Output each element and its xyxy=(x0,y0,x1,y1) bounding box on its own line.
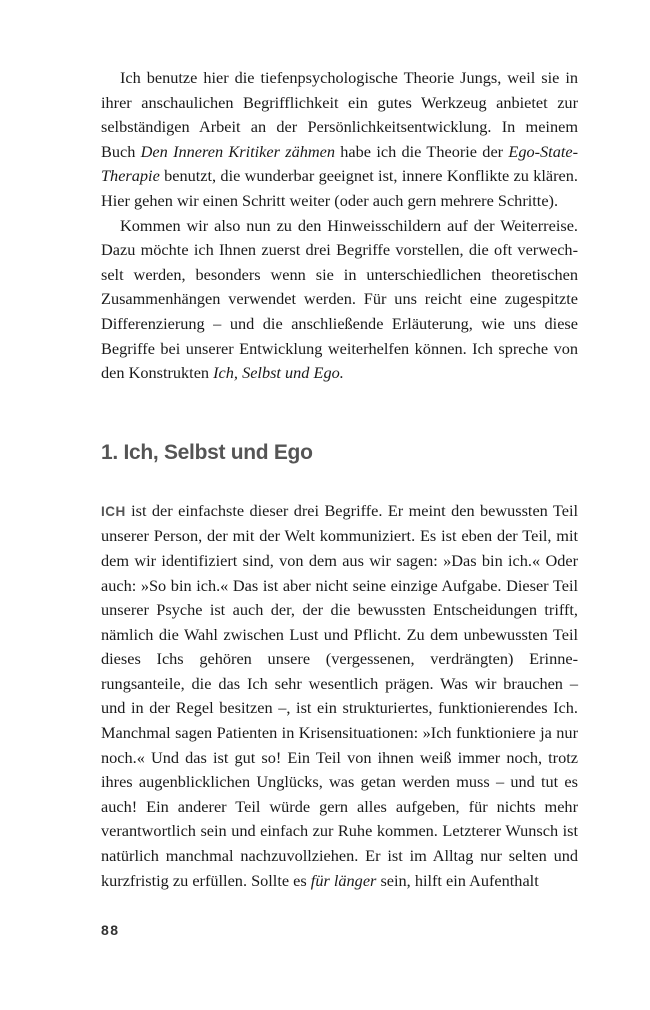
page-number: 88 xyxy=(101,922,120,938)
paragraph-text: Kommen wir also nun zu den Hinweisschildern auf der Weiterreise. Dazu möchte ich Ihnen zuerst drei Begriffe vorstellen, die oft verwechselt werden, besonders wenn sie in unterschiedlichen theoretischen Zusammenhängen verwendet werden. Für uns reicht eine zugespitzte Differenzierung – und die anschließende Erläuterung, wie uns diese Begriffe bei unserer Entwicklung weiterhelfen können. Ich spreche von den Konstrukten xyxy=(101,215,578,383)
body-paragraph-2 xyxy=(101,214,578,386)
page-body xyxy=(101,66,578,893)
paragraph-text: habe ich die Theorie der xyxy=(335,141,509,161)
italic-term: Ich, Selbst und Ego. xyxy=(213,363,344,383)
italic-term: für länger xyxy=(310,870,377,890)
run-in-term: ICH xyxy=(101,503,126,519)
italic-term: Ego-State-Therapie xyxy=(101,141,579,186)
paragraph-text: benutzt, die wunderbar geeignet ist, innere Konflikte zu klären. Hier gehen wir einen Schritt weiter (oder auch gern mehrere Schritte). xyxy=(101,166,578,210)
book-title: Den Inneren Kritiker zähmen xyxy=(140,141,335,161)
paragraph-text: Ich benutze hier die tiefenpsychologische Theorie Jungs, weil sie in ihrer anschaulichen Begrifflichkeit ein gutes Werkzeug anbietet zur selbständigen Arbeit an der Persönlichkeitsentwicklung. In meinem Buch xyxy=(101,68,578,161)
body-paragraph-1 xyxy=(101,66,578,214)
section-heading: 1. Ich, Selbst und Ego xyxy=(101,440,313,464)
paragraph-text: ist der einfachste dieser drei Begriffe. Er meint den bewussten Teil unserer Person, der mit der Welt kommuniziert. Es ist eben der Teil, mit dem wir identifiziert sind, von dem aus wir sagen: »Das bin ich.« Oder auch: »So bin ich.« Das ist aber nicht seine einzige Aufgabe. Dieser Teil unserer Psyche ist auch der, der die bewussten Entscheidungen trifft, nämlich die Wahl zwischen Lust und Pflicht. Zu dem unbewussten Teil dieses Ichs gehören unsere (vergessenen, verdrängten) Erinnerungsanteile, die das Ich sehr wesentlich prägen. Was wir brauchen – und in der Regel besitzen –, ist ein strukturiertes, funktionierendes Ich. Manchmal sagen Patienten in Krisensituationen: »Ich funktioniere ja nur noch.« Und das ist gut so! Ein Teil von ihnen weiß immer noch, trotz ihres augenblicklichen Unglücks, was getan werden muss – und tut es auch! Ein anderer Teil würde gern alles aufgeben, für nichts mehr verantwortlich sein und einfach zur Ruhe kommen. Letzterer Wunsch ist natürlich manchmal nachzuvollziehen. Er ist im Alltag nur selten und kurzfristig zu erfüllen. Sollte es xyxy=(101,500,578,890)
paragraph-text: sein, hilft ein Aufenthalt xyxy=(376,870,539,890)
body-paragraph-3 xyxy=(101,499,578,894)
